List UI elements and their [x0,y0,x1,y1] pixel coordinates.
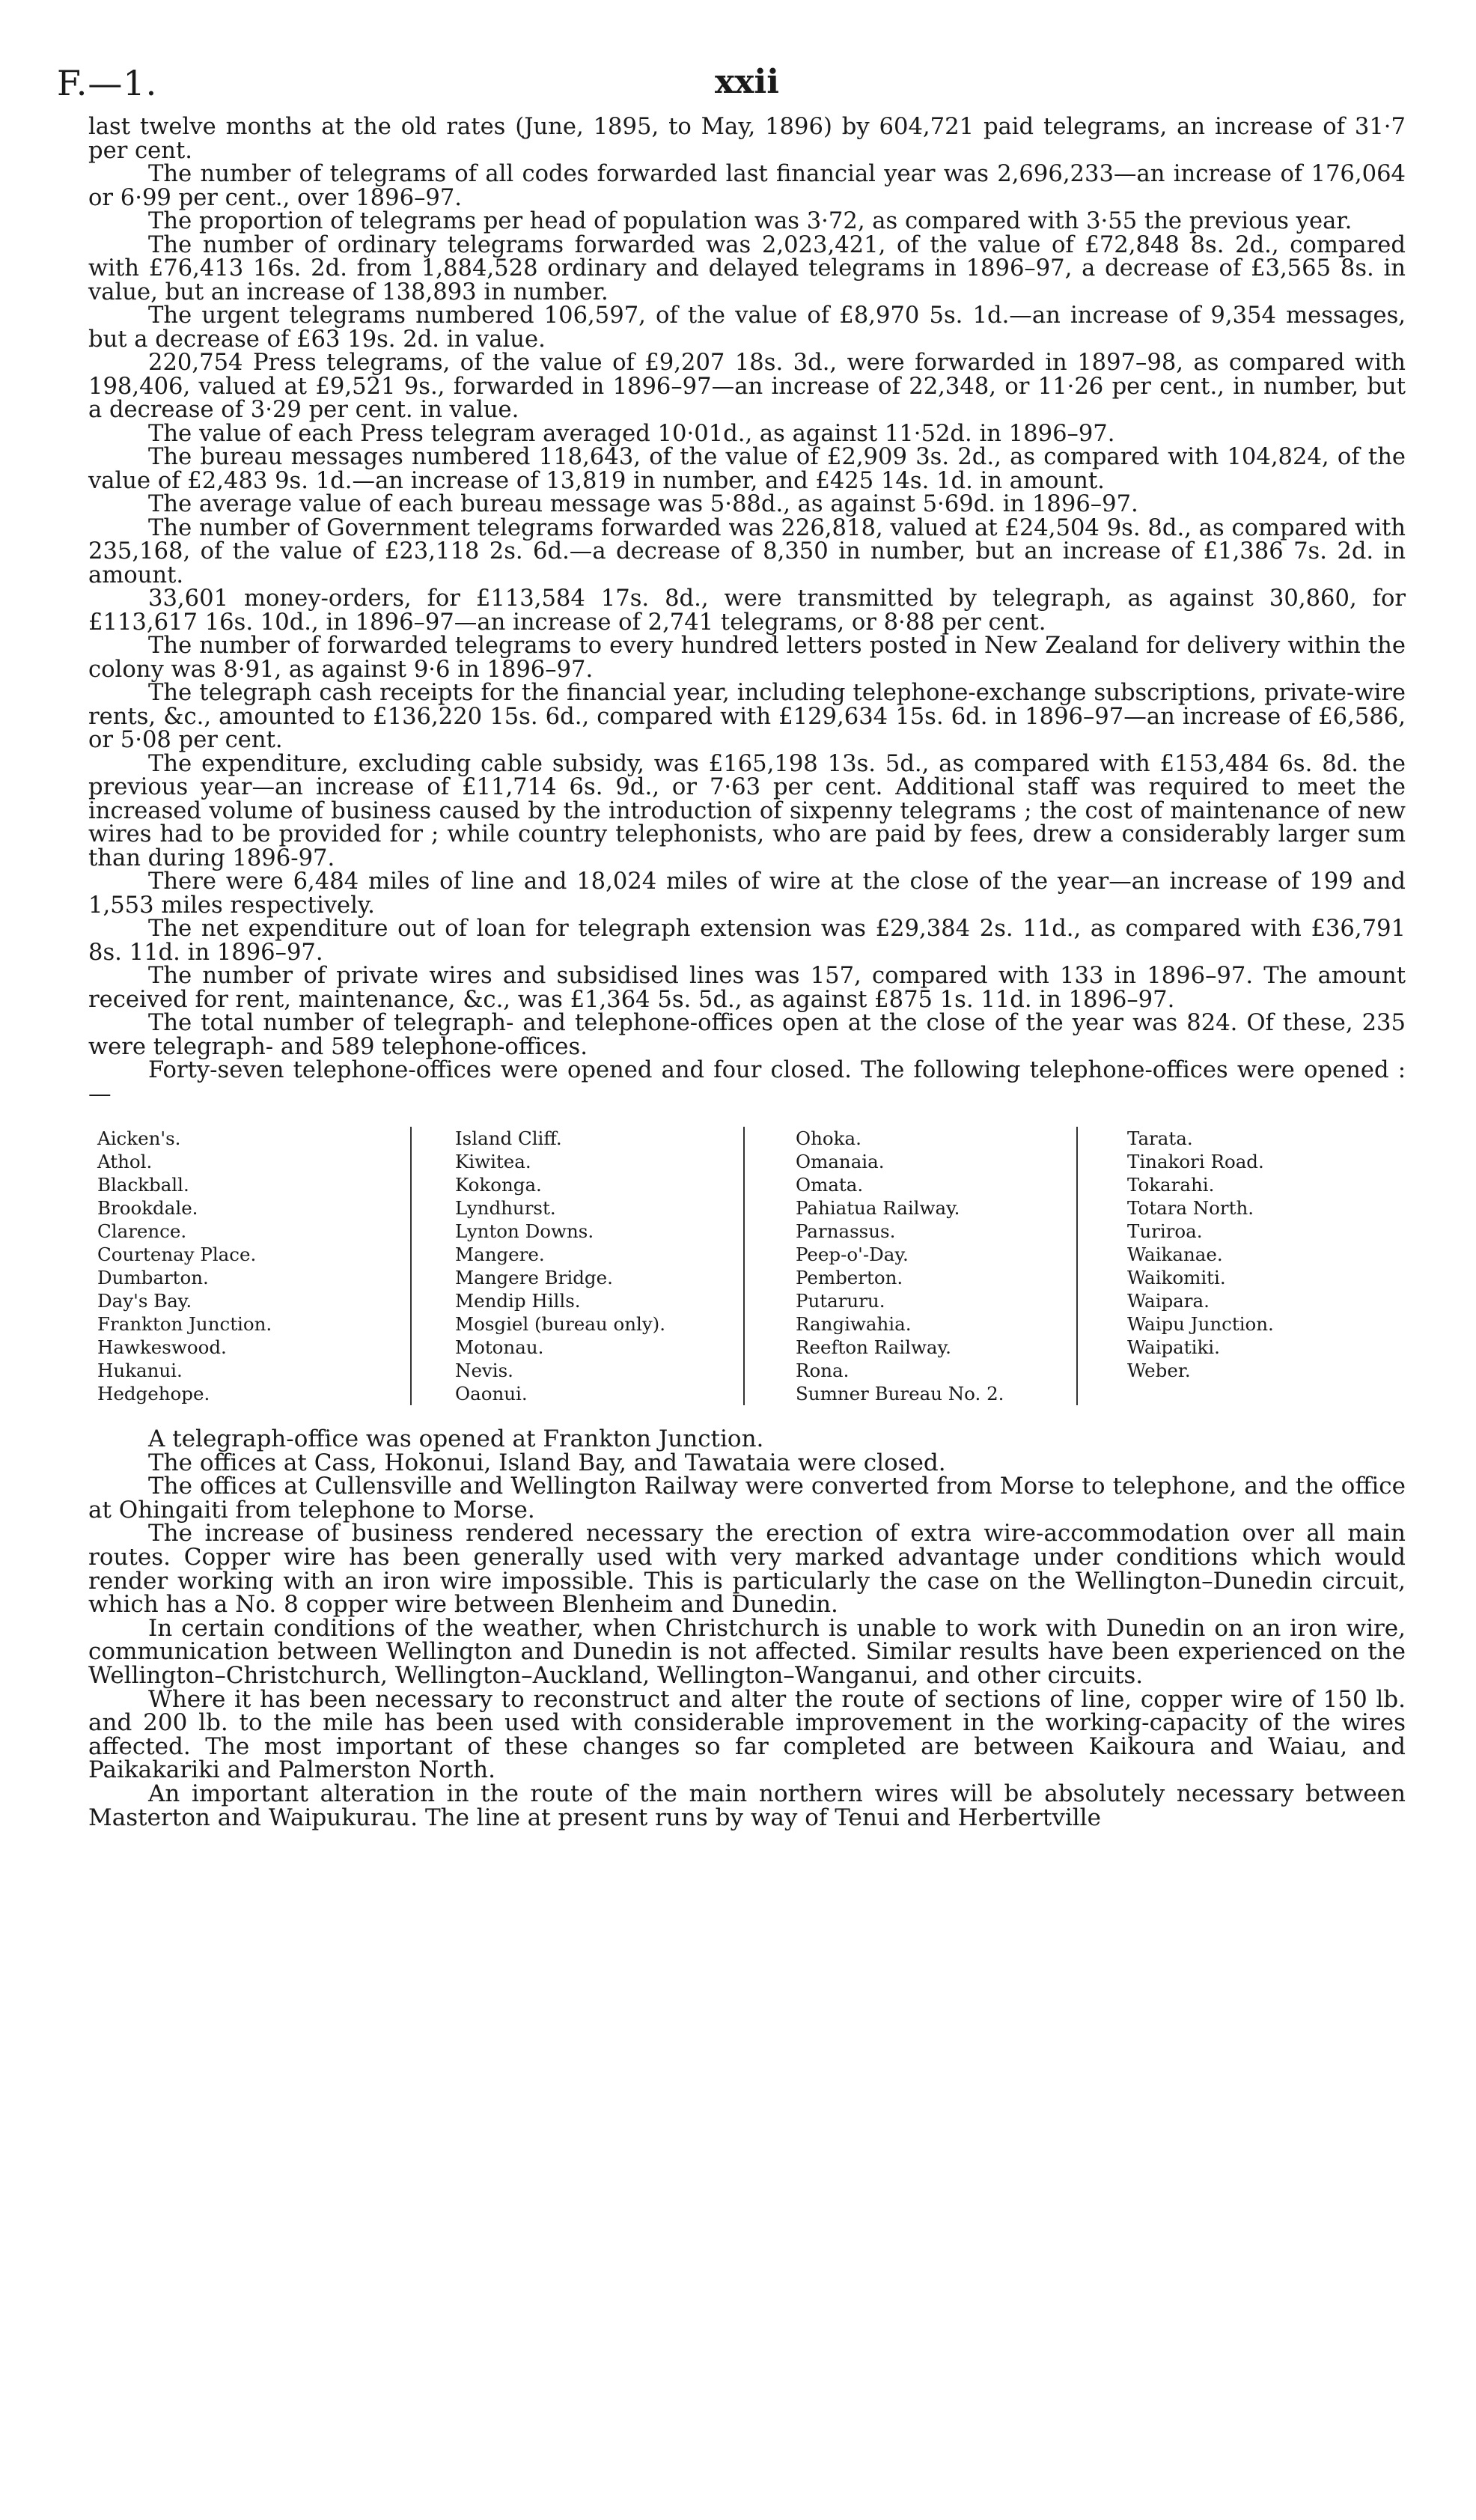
list-item: Lynton Downs. [455,1220,594,1242]
list-item: Turiroa. [1127,1220,1203,1242]
list-item: Dumbarton. [97,1267,209,1288]
list-item: Kiwitea. [455,1151,531,1172]
office-column-1 [88,1127,410,1405]
list-item: Ohoka. [796,1127,861,1149]
list-item: Frankton Junction. [97,1313,272,1335]
list-item: Rona. [796,1360,850,1381]
list-item: Parnassus. [796,1220,896,1242]
list-item: Weber. [1127,1360,1191,1381]
list-item: Tinakori Road. [1127,1151,1264,1172]
paragraph: The increase of business rendered necessary the erection of extra wire-accommodation over all main routes. Copper wire has been generally used with very marked advantage under conditions which would render working with an iron wire impossible. This is particularly the case on the Wellington–Dunedin circuit, which has a No. 8 copper wire between Blenheim and Dunedin. [88,1520,1406,1619]
paragraph: An important alteration in the route of the main northern wires will be absolutely necessary between Masterton and Waipukurau. The line at present runs by way of Tenui and Herbertville [88,1780,1406,1831]
page-number: xxii [715,63,779,101]
list-item: Putaruru. [796,1290,885,1312]
paragraph: The number of private wires and subsidised lines was 157, compared with 133 in 1896–97. The amount received for rent, maintenance, &c., was £1,364 5s. 5d., as against £875 1s. 11d. in 1896–97. [88,963,1406,1013]
paragraph: The offices at Cass, Hokonui, Island Bay, and Tawataia were closed. [148,1449,946,1476]
office-column-3 [743,1127,1076,1405]
paragraph: The number of ordinary telegrams forwarded was 2,023,421, of the value of £72,848 8s. 2d., compared with £76,413 16s. 2d. from 1,884,528 ordinary and delayed telegrams in 1896–97, a decrease of £3,565 8s. in value, but an increase of 138,893 in number. [88,231,1406,305]
list-item: Day's Bay. [97,1290,192,1312]
body-text-top [88,115,1406,1106]
paragraph: 220,754 Press telegrams, of the value of £9,207 18s. 3d., were forwarded in 1897–98, as compared with 198,406, valued at £9,521 9s., forwarded in 1896–97—an increase of 22,348, or 11·26 per cent., in number, but a decrease of 3·29 per cent. in value. [88,350,1406,423]
page-header [57,63,1406,115]
paragraph: The value of each Press telegram averaged 10·01d., as against 11·52d. in 1896–97. [148,420,1115,447]
paragraph: The number of forwarded telegrams to every hundred letters posted in New Zealand for delivery within the colony was 8·91, as against 9·6 in 1896–97. [88,633,1406,683]
paragraph: last twelve months at the old rates (June, 1895, to May, 1896) by 604,721 paid telegrams, an increase of 31·7 per cent. [88,114,1406,164]
list-item: Blackball. [97,1174,189,1196]
office-column-4 [1076,1127,1406,1405]
list-item: Aicken's. [97,1127,181,1149]
list-item: Hedgehope. [97,1383,210,1404]
paragraph: The telegraph cash receipts for the financial year, including telephone-exchange subscriptions, private-wire rents, &c., amounted to £136,220 15s. 6d., compared with £129,634 15s. 6d. in 1896–97—an increase of £6,586, or 5·08 per cent. [88,680,1406,753]
paragraph: Forty-seven telephone-offices were opened and four closed. The following telephone-offices were opened :— [88,1057,1406,1107]
list-item: Brookdale. [97,1197,198,1219]
list-item: Pemberton. [796,1267,903,1288]
list-item: Waipu Junction. [1127,1313,1274,1335]
list-item: Courtenay Place. [97,1244,257,1265]
list-item: Athol. [97,1151,153,1172]
paragraph: The urgent telegrams numbered 106,597, of the value of £8,970 5s. 1d.—an increase of 9,354 messages, but a decrease of £63 19s. 2d. in value. [88,302,1406,353]
paragraph: The net expenditure out of loan for telegraph extension was £29,384 2s. 11d., as compared with £36,791 8s. 11d. in 1896–97. [88,916,1406,966]
list-item: Motonau. [455,1336,544,1358]
paragraph: 33,601 money-orders, for £113,584 17s. 8d., were transmitted by telegraph, as against 30,860, for £113,617 16s. 10d., in 1896–97—an increase of 2,741 telegrams, or 8·88 per cent. [88,585,1406,636]
list-item: Island Cliff. [455,1127,562,1149]
list-item: Mosgiel (bureau only). [455,1313,666,1335]
list-item: Tarata. [1127,1127,1193,1149]
paragraph: A telegraph-office was opened at Frankton Junction. [148,1425,764,1452]
list-item: Sumner Bureau No. 2. [796,1383,1004,1404]
paragraph: In certain conditions of the weather, when Christchurch is unable to work with Dunedin on an iron wire, communication between Wellington and Dunedin is not affected. Similar results have been experienced on the Wellington–Christchurch, Wellington–Auckland, Wellington–Wanganui, and other circuits. [88,1614,1406,1689]
list-item: Waipatiki. [1127,1336,1220,1358]
list-item: Totara North. [1127,1197,1254,1219]
list-item: Hawkeswood. [97,1336,227,1358]
paragraph: The average value of each bureau message was 5·88d., as against 5·69d. in 1896–97. [148,491,1138,517]
list-item: Mangere. [455,1244,545,1265]
paragraph: There were 6,484 miles of line and 18,024 miles of wire at the close of the year—an increase of 199 and 1,553 miles respectively. [88,868,1406,919]
office-column-2 [410,1127,743,1405]
list-item: Rangiwahia. [796,1313,912,1335]
paragraph: The total number of telegraph- and telephone-offices open at the close of the year was 824. Of these, 235 were telegraph- and 589 telephone-offices. [88,1010,1406,1060]
paragraph: The number of Government telegrams forwarded was 226,818, valued at £24,504 9s. 8d., as compared with 235,168, of the value of £23,118 2s. 6d.—a decrease of 8,350 in number, but an increase of £1,386 7s. 2d. in amount. [88,514,1406,588]
list-item: Hukanui. [97,1360,183,1381]
list-item: Peep-o'-Day. [796,1244,909,1265]
paragraph: The offices at Cullensville and Wellington Railway were converted from Morse to telephone, and the office at Ohingaiti from telephone to Morse. [88,1473,1406,1524]
list-item: Waikomiti. [1127,1267,1226,1288]
paragraph: The number of telegrams of all codes forwarded last financial year was 2,696,233—an increase of 176,064 or 6·99 per cent., over 1896–97. [88,161,1406,211]
offices-opened-list [88,1127,1406,1405]
paragraph: Where it has been necessary to reconstruct and alter the route of sections of line, copper wire of 150 lb. and 200 lb. to the mile has been used with considerable improvement in the working-capacity of the wires affected. The most important of these changes so far completed are between Kaikoura and Waiau, and Paikakariki and Palmerston North. [88,1685,1406,1784]
list-item: Omata. [796,1174,864,1196]
list-item: Nevis. [455,1360,513,1381]
list-item: Pahiatua Railway. [796,1197,960,1219]
list-item: Waikanae. [1127,1244,1223,1265]
list-item: Kokonga. [455,1174,542,1196]
document-reference: F.—1. [57,63,158,103]
list-item: Waipara. [1127,1290,1210,1312]
list-item: Lyndhurst. [455,1197,556,1219]
list-item: Tokarahi. [1127,1174,1215,1196]
list-item: Clarence. [97,1220,187,1242]
list-item: Omanaia. [796,1151,885,1172]
list-item: Reefton Railway. [796,1336,951,1358]
body-text-bottom [88,1425,1406,1831]
paragraph: The proportion of telegrams per head of population was 3·72, as compared with 3·55 the previous year. [148,208,1353,234]
list-item: Oaonui. [455,1383,528,1404]
paragraph: The bureau messages numbered 118,643, of the value of £2,909 3s. 2d., as compared with 104,824, of the value of £2,483 9s. 1d.—an increase of 13,819 in number, and £425 14s. 1d. in amount. [88,444,1406,494]
list-item: Mangere Bridge. [455,1267,613,1288]
paragraph: The expenditure, excluding cable subsidy, was £165,198 13s. 5d., as compared with £153,484 6s. 8d. the previous year—an increase of £11,714 6s. 9d., or 7·63 per cent. Additional staff was required to meet the increased volume of business caused by the introduction of sixpenny telegrams ; the cost of maintenance of new wires had to be provided for ; while country telephonists, who are paid by fees, drew a considerably larger sum than during 1896-97. [88,750,1406,871]
list-item: Mendip Hills. [455,1290,581,1312]
